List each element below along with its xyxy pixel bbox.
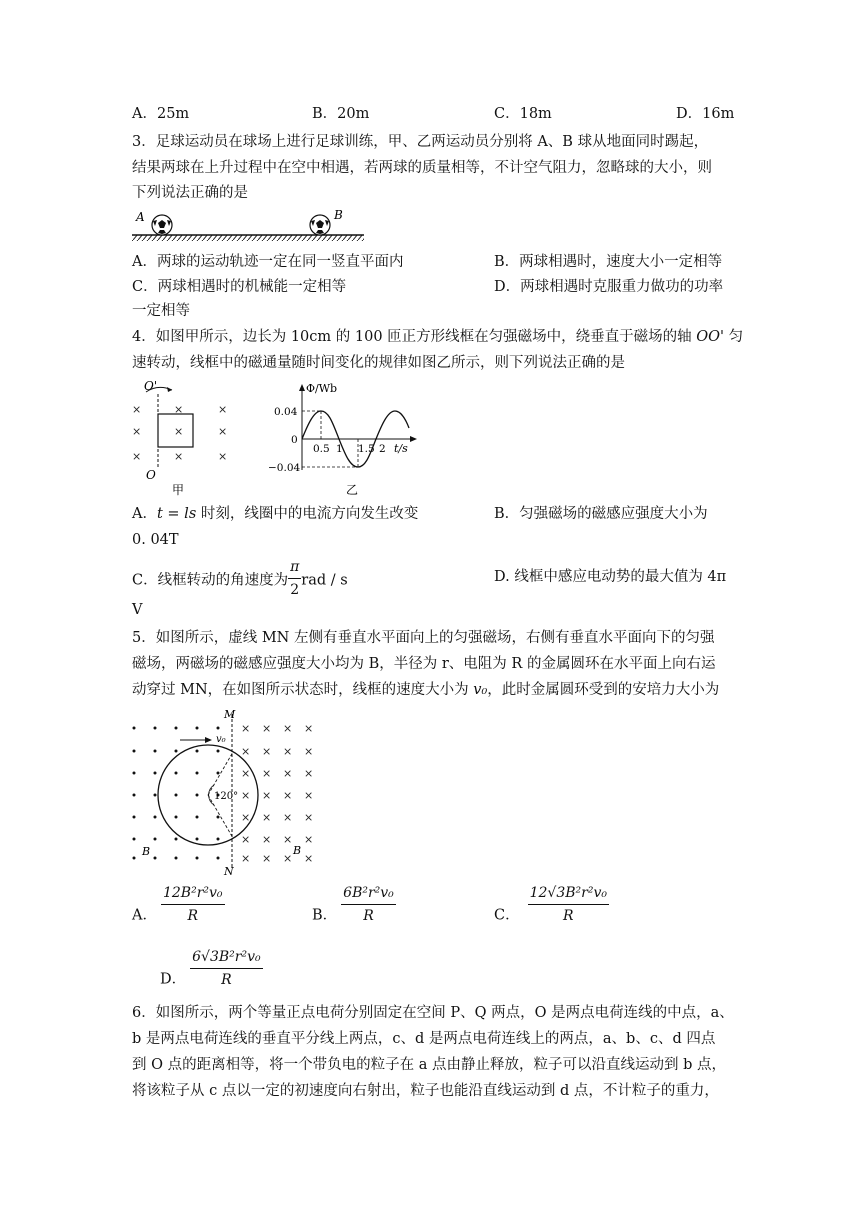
svg-text:×: ×: [174, 450, 184, 463]
svg-text:×: ×: [241, 722, 251, 735]
q4-option-b-continued: 0. 04T: [132, 532, 179, 548]
q4-option-a: A．t = ls 时刻，线圈中的电流方向发生改变: [132, 506, 419, 522]
svg-text:×: ×: [304, 789, 314, 802]
svg-text:×: ×: [304, 745, 314, 758]
q2-option-c: C．18m: [494, 106, 552, 122]
svg-text:×: ×: [262, 833, 272, 846]
q3-stem-line2: 结果两球在上升过程中在空中相遇，若两球的质量相等，不计空气阻力，忽略球的大小，则: [132, 160, 712, 176]
svg-text:×: ×: [132, 403, 142, 416]
q5-fig-label-v0: v₀: [216, 734, 226, 745]
q5-stem-line1: 5．如图所示，虚线 MN 左侧有垂直水平面向上的匀强磁场，右侧有垂直水平面向下的匀强: [132, 630, 715, 646]
q5-fig-label-n: N: [224, 865, 234, 876]
svg-text:×: ×: [283, 745, 293, 758]
svg-text:×: ×: [262, 789, 272, 802]
q3-stem-line3: 下列说法正确的是: [132, 185, 248, 201]
q4-fig-yi-tick-05: 0.5: [313, 443, 330, 455]
q6-stem-line2: b 是两点电荷连线的垂直平分线上两点，c、d 是两点电荷连线上的两点，a、b、c、d 四点: [132, 1031, 716, 1047]
svg-text:×: ×: [262, 745, 272, 758]
svg-text:×: ×: [283, 767, 293, 780]
q6-stem-line4: 将该粒子从 c 点以一定的初速度向右射出，粒子也能沿直线运动到 d 点，不计粒子的重力，: [132, 1083, 719, 1099]
svg-text:×: ×: [132, 450, 142, 463]
q3-option-c: C．两球相遇时的机械能一定相等: [132, 279, 347, 295]
q3-option-a: A．两球的运动轨迹一定在同一竖直平面内: [132, 254, 404, 270]
svg-text:×: ×: [174, 403, 184, 416]
svg-text:×: ×: [241, 852, 251, 865]
q3-option-d-continued: 一定相等: [132, 303, 190, 319]
svg-text:×: ×: [241, 833, 251, 846]
q2-option-a: A．25m: [132, 106, 190, 122]
q5-figure-magnetic-field-ring: [128, 708, 328, 876]
q4-fig-yi-tick-2: 2: [379, 443, 386, 455]
q4-option-d-continued: V: [132, 602, 143, 618]
q4-option-d: D. 线框中感应电动势的最大值为 4π: [494, 569, 727, 585]
q3-fig-label-b: B: [334, 208, 343, 222]
q4-figure-yi: [262, 380, 422, 498]
q4-fig-yi-y-axis-label: Φ/Wb: [306, 382, 338, 395]
svg-text:×: ×: [283, 811, 293, 824]
svg-text:×: ×: [283, 789, 293, 802]
q4-stem-line2: 速转动，线框中的磁通量随时间变化的规律如图乙所示，则下列说法正确的是: [132, 355, 625, 371]
svg-text:×: ×: [241, 811, 251, 824]
svg-text:×: ×: [283, 852, 293, 865]
q5-stem-line2: 磁场，两磁场的磁感应强度大小均为 B，半径为 r、电阻为 R 的金属圆环在水平面上向右运: [132, 656, 716, 672]
football-icon-a: [152, 215, 172, 235]
q4-stem-line1: 4．如图甲所示，边长为 10cm 的 100 匝正方形线框在匀强磁场中，绕垂直于磁场的轴 OO' 匀: [132, 329, 744, 345]
q5-v0-symbol: v₀: [473, 682, 488, 698]
svg-text:×: ×: [218, 450, 228, 463]
q5-option-c: C． $\frac{\text{12√3B²r²v₀}}{R}$: [494, 893, 609, 938]
q3-stem-line1: 3．足球运动员在球场上进行足球训练，甲、乙两运动员分别将 A、B 球从地面同时踢起，: [132, 134, 709, 150]
q4-fig-yi-tick-pos: 0.04: [274, 406, 298, 418]
q5-fig-label-m: M: [224, 708, 236, 721]
q5-option-d: D． $\frac{\text{6√3B²r²v₀}}{R}$: [160, 957, 263, 1002]
q4-fig-jia-caption: 甲: [172, 483, 185, 497]
q3-fig-label-a: A: [136, 210, 145, 224]
svg-text:×: ×: [241, 789, 251, 802]
q4-fig-jia-label-o-bottom: O: [146, 468, 156, 482]
svg-text:×: ×: [241, 767, 251, 780]
svg-text:×: ×: [283, 833, 293, 846]
football-icon-b: [310, 215, 330, 235]
q5-fig-label-b-right: B: [293, 844, 302, 857]
svg-text:×: ×: [283, 722, 293, 735]
svg-text:×: ×: [218, 425, 228, 438]
q4-fig-yi-caption: 乙: [346, 483, 359, 497]
svg-text:×: ×: [304, 833, 314, 846]
q4-option-b: B．匀强磁场的磁感应强度大小为: [494, 506, 708, 522]
svg-text:×: ×: [304, 811, 314, 824]
q2-option-d: D．16m: [676, 106, 735, 122]
q5-option-b: B． $\frac{\text{6B²r²v₀}}{R}$: [312, 893, 396, 938]
q2-option-b: B．20m: [312, 106, 370, 122]
q5-option-a: A． $\frac{\text{12B²r²v₀}}{R}$: [132, 893, 225, 938]
q3-option-d: D．两球相遇时克服重力做功的功率: [494, 279, 724, 295]
svg-text:×: ×: [132, 425, 142, 438]
q4-fig-yi-tick-1: 1: [336, 443, 343, 455]
q6-stem-line1: 6．如图所示，两个等量正点电荷分别固定在空间 P、Q 两点，O 是两点电荷连线的中点，a、: [132, 1005, 734, 1021]
svg-text:×: ×: [304, 852, 314, 865]
q4-axis-symbol: OO': [696, 329, 725, 345]
q5-fig-angle-label: 120°: [214, 791, 239, 802]
q3-option-b: B．两球相遇时，速度大小一定相等: [494, 254, 723, 270]
svg-text:×: ×: [262, 767, 272, 780]
svg-text:×: ×: [304, 767, 314, 780]
q3-figure-football: [128, 204, 368, 246]
q4-figure-jia: [128, 380, 248, 498]
svg-text:×: ×: [174, 425, 184, 438]
svg-text:×: ×: [262, 811, 272, 824]
q4-fig-yi-tick-15: 1.5: [358, 443, 375, 455]
q4-fig-yi-tick-neg: −0.04: [268, 462, 301, 474]
q4-fig-jia-label-o-top: O': [144, 380, 158, 393]
q5-fig-label-b-left: B: [142, 845, 151, 858]
svg-text:×: ×: [262, 722, 272, 735]
q4-option-c: C．线框转动的角速度为 $\frac{\pi}{2}$ rad / s: [132, 558, 348, 603]
q6-stem-line3: 到 O 点的距离相等，将一个带负电的粒子在 a 点由静止释放，粒子可以沿直线运动到 b 点，: [132, 1057, 726, 1073]
svg-text:×: ×: [304, 722, 314, 735]
q4-fig-yi-tick-zero: 0: [291, 434, 298, 446]
q5-stem-line3: 动穿过 MN，在如图所示状态时，线框的速度大小为 v₀，此时金属圆环受到的安培力大小为: [132, 682, 720, 698]
svg-text:×: ×: [262, 852, 272, 865]
svg-text:×: ×: [241, 745, 251, 758]
svg-text:×: ×: [218, 403, 228, 416]
q4-fig-yi-x-axis-label: t/s: [394, 442, 408, 455]
